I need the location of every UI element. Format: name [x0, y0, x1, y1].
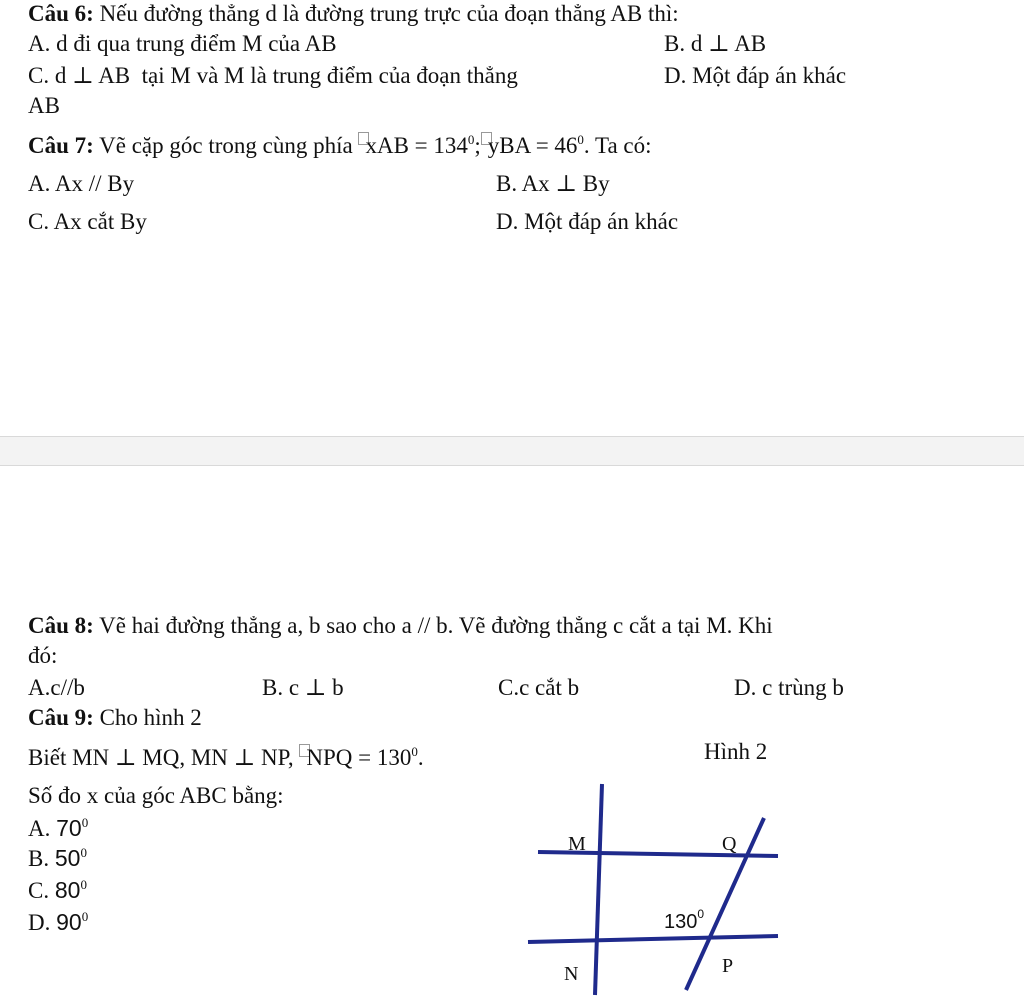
q8-label: Câu 8:: [28, 613, 94, 638]
q7-angle-2: yBA = 46: [487, 133, 578, 158]
line-mn: [595, 784, 602, 995]
q6-label: Câu 6:: [28, 1, 94, 26]
q7-option-b: B. Ax ⊥ By: [496, 171, 610, 196]
q9-option-b-degree: 0: [80, 845, 87, 860]
line-np: [528, 936, 778, 942]
q8-text: Vẽ hai đường thẳng a, b sao cho a // b. Vẽ đường thẳng c cắt a tại M. Khi: [93, 613, 773, 638]
q9-option-c-prefix: C.: [28, 878, 55, 903]
q6-option-b: B. d ⊥ AB: [664, 31, 767, 56]
q8-option-c: C.c cắt b: [498, 675, 580, 700]
q9-option-c-value: 80: [54, 877, 81, 903]
q9-option-d-prefix: D.: [28, 910, 57, 935]
angle-value: 130: [664, 911, 698, 933]
q7-text-post: . Ta có:: [583, 133, 652, 158]
q6-option-a: A. d đi qua trung điểm M của AB: [28, 31, 337, 56]
q7-option-d: D. Một đáp án khác: [496, 209, 679, 234]
q9-given-pre: Biết MN ⊥ MQ, MN ⊥ NP,: [28, 745, 300, 770]
q7-label: Câu 7:: [28, 133, 94, 158]
label-q: Q: [722, 833, 737, 855]
q7-option-c: C. Ax cắt By: [28, 209, 147, 234]
q9-option-a-degree: 0: [81, 815, 89, 830]
q9-given-degree: 0: [411, 744, 418, 759]
label-m: M: [568, 833, 586, 855]
q9-text: Cho hình 2: [93, 705, 202, 730]
figure-caption: Hình 2: [704, 739, 768, 764]
q9-option-b-prefix: B.: [28, 846, 55, 871]
q6-text: Nếu đường thẳng d là đường trung trực của đoạn thẳng AB thì:: [93, 1, 679, 26]
q6-option-d: D. Một đáp án khác: [664, 63, 847, 88]
q7-degree-2: 0: [577, 132, 584, 147]
label-p: P: [722, 955, 734, 977]
q9-label: Câu 9:: [28, 705, 94, 730]
q9-option-a-value: 70: [56, 815, 82, 841]
q7-option-a: A. Ax // By: [28, 171, 135, 196]
q6-option-c: C. d ⊥ AB tại M và M là trung điểm của đoạn thẳng: [28, 63, 518, 88]
angle-degree: 0: [697, 907, 705, 921]
q8-option-b: B. c ⊥ b: [262, 675, 344, 700]
q9-given-post: .: [417, 745, 424, 770]
q6-option-c-continued: AB: [28, 93, 60, 118]
q8-stem-continued: đó:: [28, 643, 58, 668]
q8-option-a: A.c//b: [28, 675, 85, 700]
q9-option-d-degree: 0: [81, 909, 89, 924]
q7-text-pre: Vẽ cặp góc trong cùng phía: [93, 133, 359, 158]
q8-option-d: D. c trùng b: [734, 675, 844, 700]
q9-option-d-value: 90: [56, 909, 82, 935]
q7-angle-1: xAB = 134: [365, 133, 468, 158]
q9-option-b-value: 50: [54, 845, 81, 871]
q9-given-angle: NPQ = 130: [306, 745, 412, 770]
q9-option-c-degree: 0: [80, 877, 87, 892]
label-angle-130: [664, 907, 704, 933]
q7-separator: ;: [474, 133, 481, 158]
q7-degree-1: 0: [467, 132, 475, 147]
q9-option-a-prefix: A.: [28, 816, 57, 841]
label-n: N: [564, 963, 579, 985]
q9-question: Số đo x của góc ABC bằng:: [28, 783, 284, 808]
